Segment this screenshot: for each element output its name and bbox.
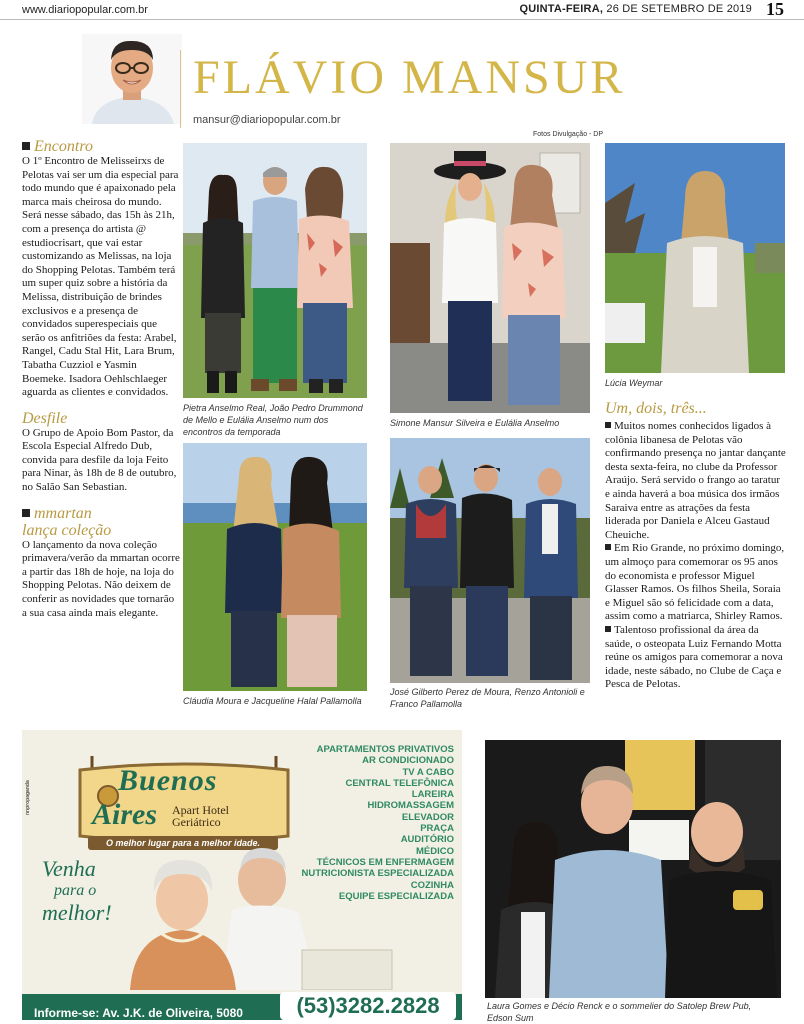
amenity-item: ELEVADOR (401, 811, 454, 823)
mmartan-text: O lançamento da nova coleção primavera/verão da mmartan ocorre a partir das 18h de hoje, na loja do Shopping Pelotas. Não deixem de conferir as novidades que tornarão a sua casa ainda mais elegante. (22, 538, 180, 619)
photo-3 (605, 143, 785, 373)
caption-photo-6: Laura Gomes e Décio Renck e o sommelier do Satolep Brew Pub, Edson Sum (487, 1001, 752, 1023)
caption-photo-4: Cláudia Moura e Jacqueline Halal Pallamolla (183, 696, 362, 706)
amenity-item: AR CONDICIONADO (362, 755, 454, 767)
site-url[interactable]: www.diariopopular.com.br (22, 4, 148, 16)
amenity-item: EQUIPE ESPECIALIZADA (338, 890, 454, 902)
news-item-1: Muitos nomes conhecidos ligados à colônia libanesa de Pelotas vão confirmando presença no jantar dançante desta sexta-feira, no clube da Professor Araújo. Será servido o frango ao taratur e ainda haverá a boa música dos irmãos Saraiva entre as atrações da festa liderada por Daniela e Alceu Gastaud Cheuiche. (605, 420, 786, 541)
ad-address: Informe-se: Av. J.K. de Oliveira, 5080 (34, 1006, 243, 1020)
news-item-3: Talentoso profissional da área da saúde, o osteopata Luiz Fernando Motta reúne os amigos para comemorar a nova idade, neste sábado, no Clube de Caça e Pesca de Pelotas. (605, 623, 783, 691)
amenity-item: TÉCNICOS EM ENFERMAGEM (316, 856, 454, 868)
amenity-item: TV A CABO (402, 766, 454, 778)
ad-phone-number[interactable]: (53)3282.2828 (280, 992, 456, 1020)
encontro-heading: Encontro (22, 138, 180, 155)
ad-slogan: Venha para o melhor! (42, 856, 112, 925)
issue-date: QUINTA-FEIRA, 26 DE SETEMBRO DE 2019 (519, 3, 752, 15)
bullet-square-icon (605, 626, 611, 632)
bullet-square-icon (22, 509, 30, 517)
amenity-item: MÉDICO (416, 845, 454, 857)
column-title: FLÁVIO MANSUR (193, 51, 626, 104)
amenity-item: LAREIRA (411, 789, 454, 801)
photo-4 (183, 443, 367, 691)
amenity-item: COZINHA (410, 879, 454, 891)
columnist-portrait (82, 34, 182, 124)
right-text-column (605, 400, 787, 692)
photo-credit: Fotos Divulgação - DP (533, 131, 604, 138)
encontro-text: O 1º Encontro de Melisseirxs de Pelotas vai ser um dia especial para todo mundo que é apaixonado pela marca mais cheirosa do mundo. Será nesse sábado, das 15h às 21h, com a presença do artista @ estudiocrisart, que vai estar customizando as Melissas, na loja do Shopping Pelotas. Também terá um super quiz sobre a história da Melissa, distribuição de brindes exclusivos e a presença de convidados superespeciais que serão os anfitriões da festa: Arabel, Rangel, Cadu Stal Hit, Lara Brum, Tabatha Cuzziol e Yasmin Boemeke. Isadora Oehlschlaeger aguarda as clientes e convidados. (22, 155, 179, 399)
caption-photo-5: José Gilberto Perez de Moura, Renzo Antonioli e Franco Pallamolla (390, 687, 585, 709)
photo-1 (183, 143, 367, 398)
mmartan-heading-line2: lança coleção (22, 521, 112, 539)
amenity-item: NUTRICIONISTA ESPECIALIZADA (301, 868, 454, 880)
um-dois-tres-heading: Um, dois, três... (605, 400, 707, 417)
page-header (0, 0, 804, 20)
columnist-email[interactable]: mansur@diariopopular.com.br (193, 114, 341, 126)
brand-name-line1: Buenos (118, 764, 218, 797)
desfile-heading: Desfile (22, 409, 68, 427)
caption-photo-1: Pietra Anselmo Real, João Pedro Drummond de Mello e Eulália Anselmo num dos encontros da temporada (183, 403, 363, 437)
brand-subtitle: Apart Hotel Geriátrico (172, 803, 229, 829)
mmartan-heading: mmartan (22, 505, 180, 522)
brand-name-line2: Aires (92, 798, 158, 831)
bullet-square-icon (605, 422, 611, 428)
amenity-item: AUDITÓRIO (400, 834, 454, 846)
buenos-aires-advertisement[interactable] (22, 730, 462, 1020)
bullet-square-icon (605, 544, 611, 550)
photo-2 (390, 143, 590, 413)
caption-photo-2: Simone Mansur Silveira e Eulália Anselmo (390, 418, 560, 428)
desfile-text: O Grupo de Apoio Bom Pastor, da Escola Especial Alfredo Dub, convida para desfile da loja Feito para Ninar, às 18h de 8 de outubro, no Salão San Sebastian. (22, 426, 177, 494)
left-text-column (22, 138, 180, 630)
bullet-square-icon (22, 142, 30, 150)
title-divider (180, 50, 181, 128)
photo-6 (485, 740, 781, 998)
amenity-item: CENTRAL TELEFÔNICA (345, 777, 454, 789)
photo-5 (390, 438, 590, 683)
amenity-item: HIDROMASSAGEM (367, 800, 454, 812)
page-number: 15 (766, 0, 784, 19)
caption-photo-3: Lúcia Weymar (605, 378, 663, 388)
amenity-item: APARTAMENTOS PRIVATIVOS (316, 744, 454, 755)
news-item-2: Em Rio Grande, no próximo domingo, um almoço para comemorar os 95 anos do economista e professor Miguel Glasser Ramos. Os filhos Sheila, Soraia e Miguel são só felicidade com a data, assim como a matriarca, Shirley Ramos. (605, 542, 785, 623)
ad-agency-mark: nnpropaganda (25, 780, 31, 815)
ad-tagline: O melhor lugar para a melhor idade. (88, 836, 278, 850)
amenity-item: PRAÇA (420, 823, 454, 835)
